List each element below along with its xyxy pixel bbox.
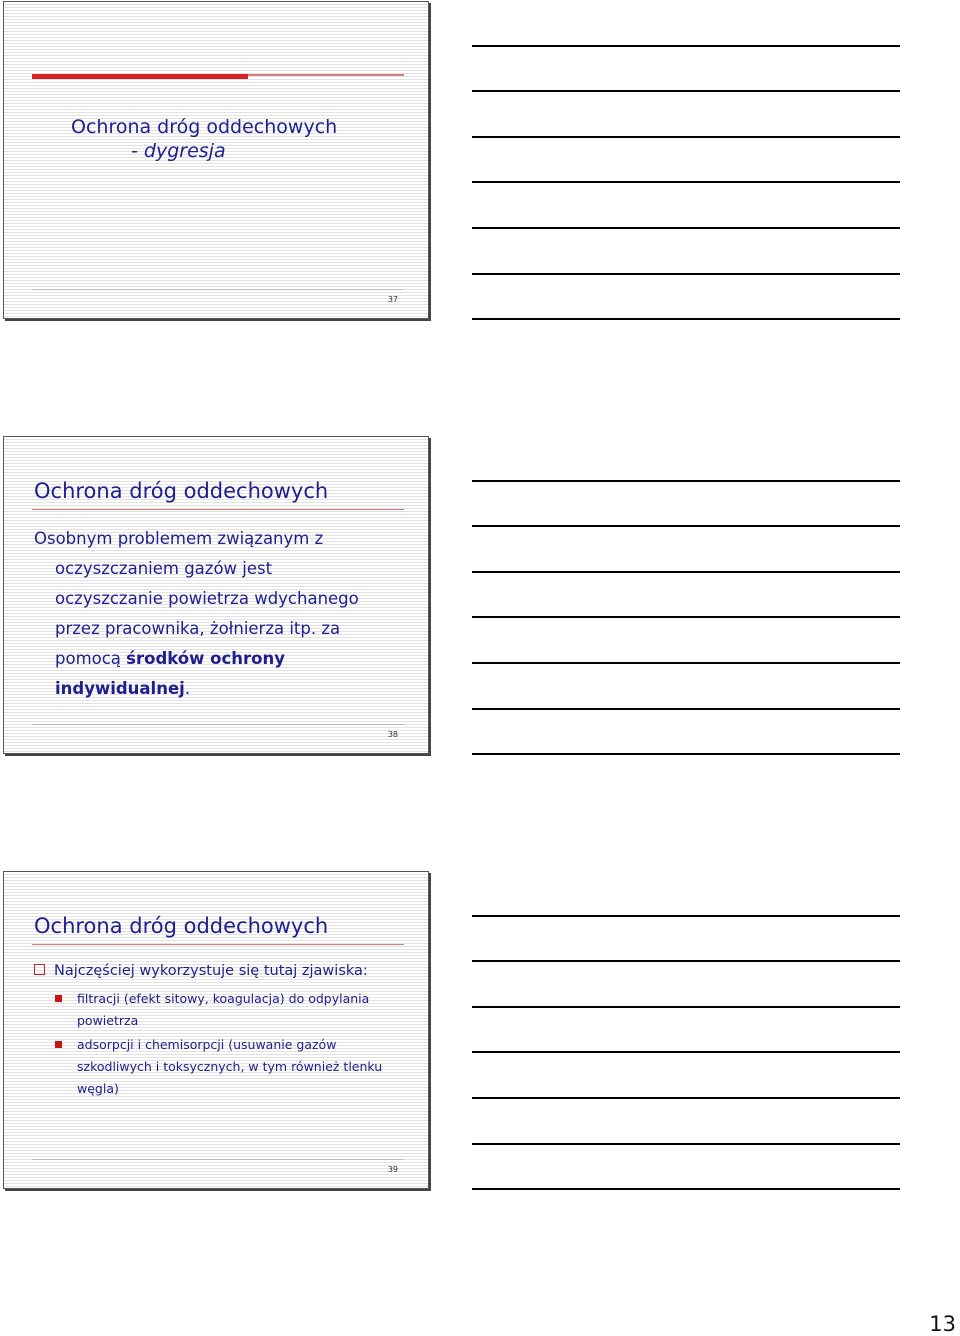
page-number: 13 [929, 1312, 956, 1336]
title-accent-bar [32, 74, 248, 79]
square-bullet-icon [55, 995, 62, 1002]
note-line [472, 1143, 900, 1145]
sub-bullet-line: filtracji (efekt sitowy, koagulacja) do odpylania [77, 991, 370, 1006]
para-line: przez pracownika, żołnierza itp. za [55, 619, 341, 638]
slide-title: Ochrona dróg oddechowych [34, 479, 329, 503]
note-line [472, 525, 900, 527]
para-line: oczyszczaniem gazów jest [55, 559, 273, 578]
note-line [472, 136, 900, 138]
footer-rule [32, 724, 404, 725]
para-bold-text: indywidualnej [55, 679, 185, 698]
sub-bullet-line: powietrza [77, 1013, 139, 1028]
square-bullet-icon [55, 1041, 62, 1048]
note-line [472, 616, 900, 618]
bullet-text: Najczęściej wykorzystuje się tutaj zjawiska: [54, 963, 368, 979]
note-line [472, 181, 900, 183]
para-line [34, 644, 404, 674]
para-text: pomocą [55, 649, 127, 668]
bullet-item [34, 963, 368, 979]
para-line: oczyszczanie powietrza wdychanego [55, 589, 359, 608]
note-line [472, 708, 900, 710]
slide-38 [3, 436, 429, 754]
note-line [472, 318, 900, 320]
para-bold-text: środków ochrony [126, 649, 285, 668]
title-rule [32, 509, 404, 510]
slide-title-line1: Ochrona dróg oddechowych [71, 116, 338, 138]
footer-rule [32, 289, 404, 290]
note-line [472, 273, 900, 275]
note-line [472, 480, 900, 482]
note-line [472, 915, 900, 917]
note-line [472, 753, 900, 755]
slide-title: Ochrona dróg oddechowych [34, 914, 329, 938]
slide-title [71, 115, 337, 163]
note-line [472, 90, 900, 92]
para-line [34, 674, 404, 704]
note-line [472, 662, 900, 664]
note-line [472, 1188, 900, 1190]
note-line [472, 1051, 900, 1053]
slide-number: 38 [387, 730, 398, 739]
sub-bullet-line: szkodliwych i toksycznych, w tym również tlenku [77, 1059, 383, 1074]
note-line [472, 960, 900, 962]
sub-bullet-item [56, 1034, 406, 1100]
para-line: Osobnym problemem związanym z [34, 529, 324, 548]
sub-bullet-line: węgla) [77, 1081, 119, 1096]
slide-number: 39 [387, 1165, 398, 1174]
slide-number: 37 [387, 295, 398, 304]
hollow-square-bullet-icon [34, 964, 45, 975]
para-text: . [184, 679, 191, 698]
slide-37 [3, 1, 429, 319]
note-line [472, 1097, 900, 1099]
note-line [472, 1006, 900, 1008]
note-line [472, 45, 900, 47]
title-rule [32, 944, 404, 945]
sub-bullet-item [56, 988, 406, 1032]
note-line [472, 571, 900, 573]
note-line [472, 227, 900, 229]
sub-bullet-line: adsorpcji i chemisorpcji (usuwanie gazów [77, 1037, 337, 1052]
footer-rule [32, 1159, 404, 1160]
slide-title-line2: - dygresja [131, 140, 226, 162]
slide-39 [3, 871, 429, 1189]
title-accent-line [248, 74, 404, 76]
slide-paragraph [34, 524, 404, 704]
